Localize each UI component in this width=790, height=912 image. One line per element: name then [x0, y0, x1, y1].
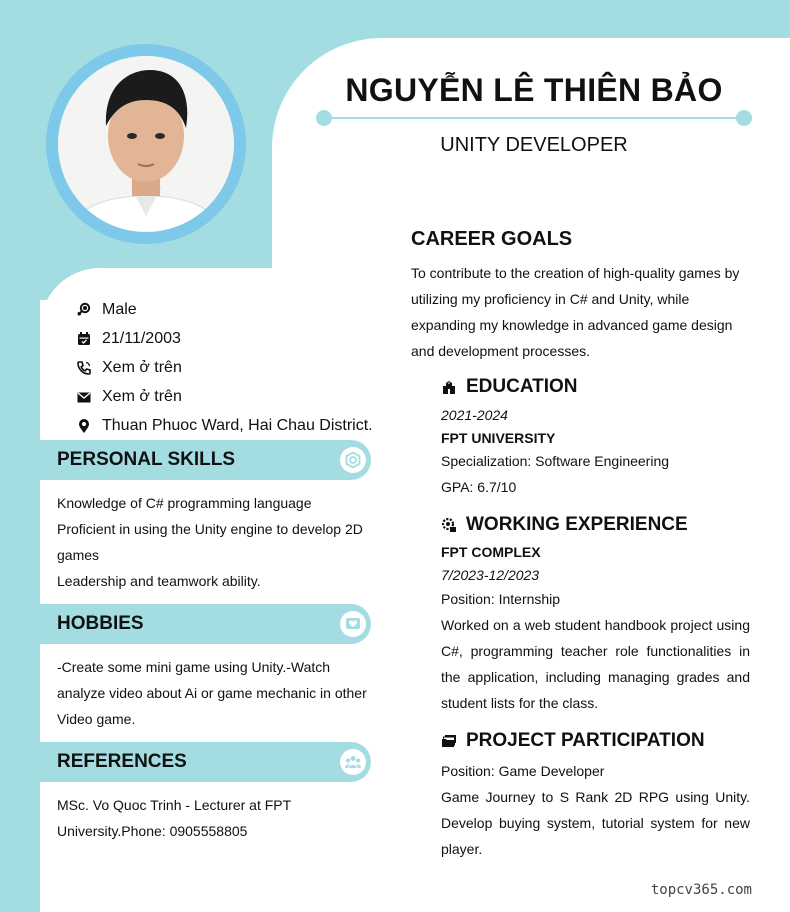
projects-heading	[441, 730, 705, 752]
project-description: Game Journey to S Rank 2D RPG using Unity. Develop buying system, tutorial system for new player.	[441, 789, 750, 857]
contact-email	[76, 382, 376, 411]
email-value: Xem ở trên	[102, 387, 182, 405]
birthday-value: 21/11/2003	[102, 329, 181, 347]
project-position: Position: Game Developer	[441, 763, 605, 779]
experience-position: Position: Internship	[441, 591, 561, 607]
experience-heading	[441, 514, 688, 536]
work-gear-icon	[441, 517, 457, 533]
job-title: UNITY DEVELOPER	[440, 134, 628, 156]
experience-company: FPT COMPLEX	[441, 544, 541, 560]
references-text: MSc. Vo Quoc Trinh - Lecturer at FPT University.Phone: 0905558805	[57, 797, 291, 839]
skill-item: Leadership and teamwork ability.	[57, 573, 261, 589]
email-icon	[76, 389, 92, 405]
personal-skills-heading	[40, 440, 371, 480]
education-gpa: GPA: 6.7/10	[441, 479, 517, 495]
projects-title: PROJECT PARTICIPATION	[466, 730, 705, 751]
folders-icon	[441, 733, 457, 749]
candidate-name: NGUYỄN LÊ THIÊN BẢO	[345, 72, 723, 108]
skill-item: Proficient in using the Unity engine to develop 2D games	[57, 521, 363, 563]
education-heading	[441, 376, 578, 398]
references-title: REFERENCES	[57, 751, 187, 772]
skills-gear-icon	[344, 451, 362, 469]
skill-item: Knowledge of C# programming language	[57, 495, 312, 511]
experience-description: Worked on a web student handbook project using C#, programming teacher role functionalities in the application, including managing grades and student lists for the class.	[441, 617, 750, 711]
calendar-icon	[76, 331, 92, 347]
skills-badge	[340, 447, 366, 473]
contact-gender	[76, 295, 376, 324]
references-heading	[40, 742, 371, 782]
hobbies-text: -Create some mini game using Unity.-Watch analyze video about Ai or game mechanic in other Video game.	[57, 659, 367, 727]
education-title: EDUCATION	[466, 376, 578, 397]
watermark: topcv365.com	[650, 882, 752, 898]
contact-address	[76, 411, 376, 440]
projects-details	[441, 758, 750, 862]
experience-details	[441, 540, 750, 716]
personal-skills-title: PERSONAL SKILLS	[57, 449, 236, 470]
experience-period: 7/2023-12/2023	[441, 567, 540, 583]
contact-list	[76, 295, 376, 440]
hobbies-heading	[40, 604, 371, 644]
contact-phone	[76, 353, 376, 382]
experience-title: WORKING EXPERIENCE	[466, 514, 688, 535]
location-pin-icon	[76, 418, 92, 434]
references-badge	[340, 749, 366, 775]
gender-icon	[76, 302, 92, 318]
school-icon	[441, 379, 457, 395]
hobbies-badge	[340, 611, 366, 637]
heart-icon	[344, 615, 362, 633]
phone-icon	[76, 360, 92, 376]
hobbies-title: HOBBIES	[57, 613, 144, 634]
phone-value: Xem ở trên	[102, 358, 182, 376]
education-period: 2021-2024	[441, 407, 508, 423]
title-divider	[316, 110, 752, 126]
career-goals-heading: CAREER GOALS	[411, 228, 573, 250]
education-specialization: Specialization: Software Engineering	[441, 453, 670, 469]
education-school: FPT UNIVERSITY	[441, 430, 556, 446]
education-details	[441, 402, 751, 500]
avatar	[58, 56, 234, 232]
people-icon	[344, 753, 362, 771]
gender-value: Male	[102, 300, 137, 318]
career-goals-text: To contribute to the creation of high-quality games by utilizing my proficiency in C# and Unity, while expanding my knowledge in advanced game design and development processes.	[411, 265, 740, 359]
contact-birthday	[76, 324, 376, 353]
personal-skills-list	[57, 490, 371, 594]
address-value: Thuan Phuoc Ward, Hai Chau District.	[102, 416, 373, 434]
